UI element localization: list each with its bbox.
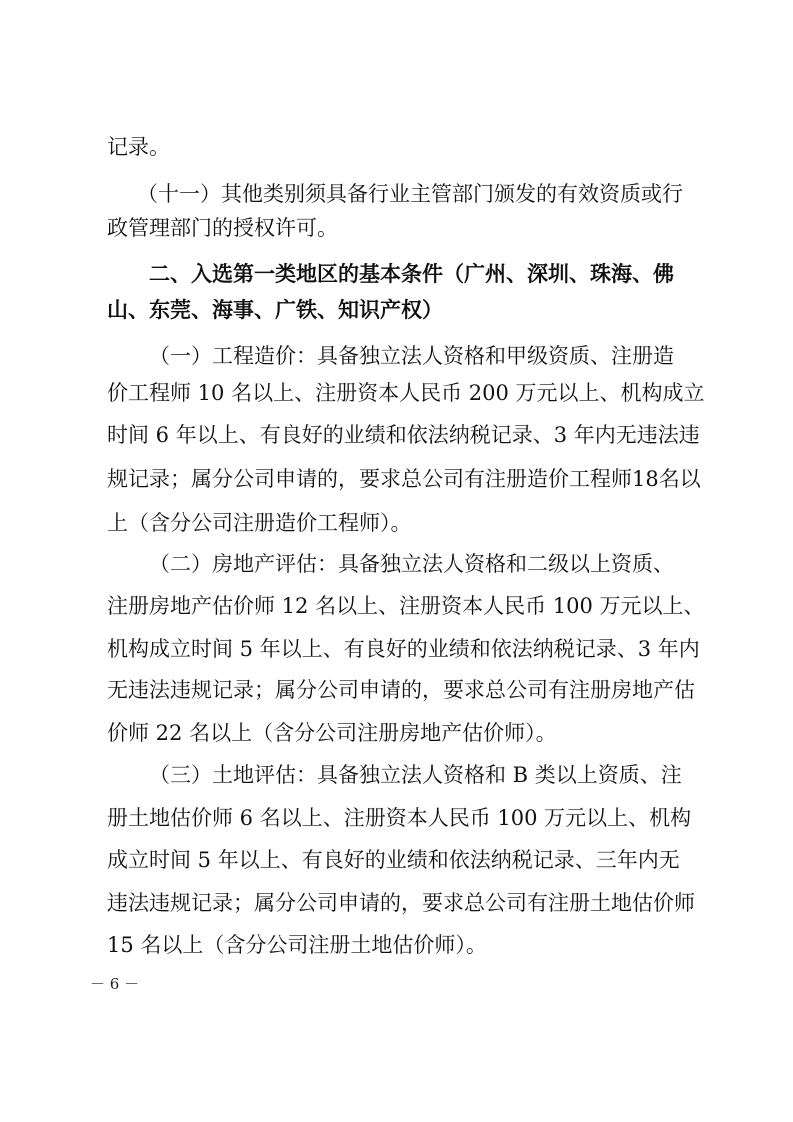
text-line-10: 上（含分公司注册造价工程师）。 [107,511,412,535]
text-line-3: 政管理部门的授权许可。 [107,216,338,240]
text-line-13: 机构成立时间 5 年以上、有良好的业绩和依法纳税记录、3 年内 [107,637,700,661]
section-heading-line-1: 二、入选第一类地区的基本条件（广州、深圳、珠海、佛 [149,262,674,286]
text-line-12: 注册房地产估价师 12 名以上、注册资本人民币 100 万元以上、 [107,594,705,618]
text-line-7: 价工程师 10 名以上、注册资本人民币 200 万元以上、机构成立 [107,381,705,405]
text-line-11: （二）房地产评估：具备独立法人资格和二级以上资质、 [149,552,674,576]
text-line-18: 成立时间 5 年以上、有良好的业绩和依法纳税记录、三年内无 [107,848,680,872]
text-line-15: 价师 22 名以上（含分公司注册房地产估价师）。 [107,721,557,745]
text-line-1: 记录。 [107,135,170,159]
text-line-8: 时间 6 年以上、有良好的业绩和依法纳税记录、3 年内无违法违 [107,423,700,447]
text-line-19: 违法违规记录；属分公司申请的，要求总公司有注册土地估价师 [107,891,695,915]
text-line-9: 规记录；属分公司申请的，要求总公司有注册造价工程师18名以 [107,467,701,491]
section-heading-line-2: 山、东莞、海事、广铁、知识产权） [107,298,443,322]
text-line-14: 无违法违规记录；属分公司申请的，要求总公司有注册房地产估 [107,678,695,702]
page-number: － 6 － [90,975,140,993]
text-line-20: 15 名以上（含分公司注册土地估价师）。 [107,933,487,957]
text-line-6: （一）工程造价：具备独立法人资格和甲级资质、注册造 [149,344,674,368]
text-line-2: （十一）其他类别须具备行业主管部门颁发的有效资质或行 [137,182,683,206]
text-line-17: 册土地估价师 6 名以上、注册资本人民币 100 万元以上、机构 [107,806,692,830]
text-line-16: （三）土地评估：具备独立法人资格和 B 类以上资质、注 [149,763,682,787]
